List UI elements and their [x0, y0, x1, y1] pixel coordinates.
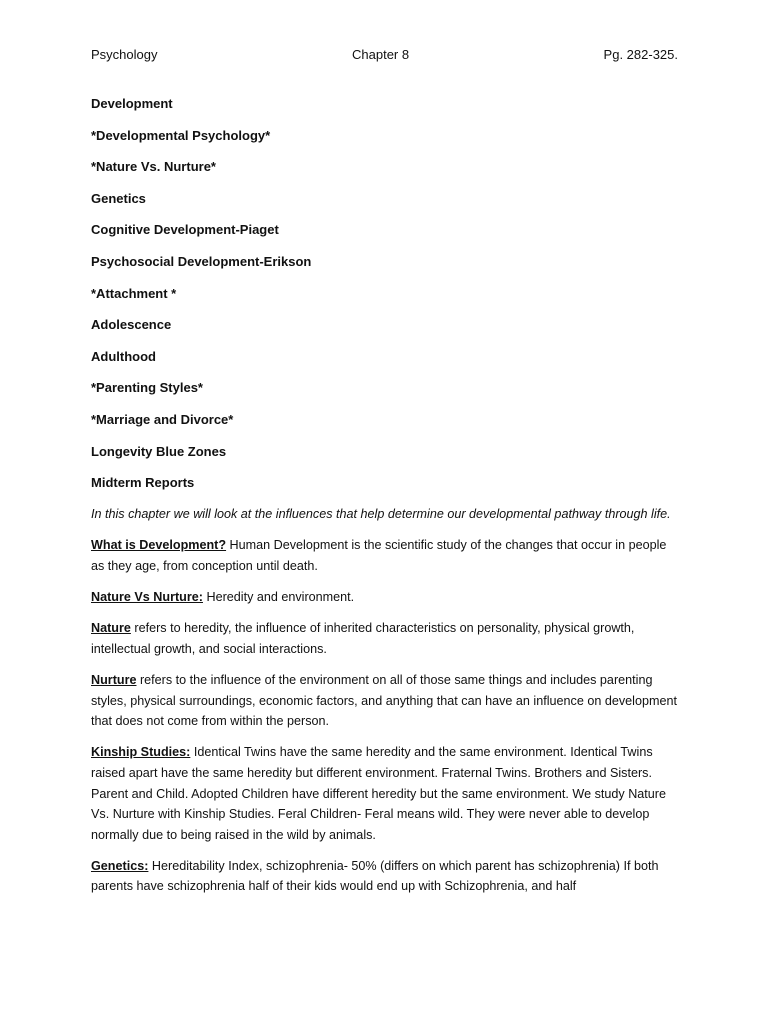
- document-page: [91, 0, 681, 1024]
- page-header: [91, 47, 681, 67]
- section-text: Human Development is the scientific study of the changes that occur in people as they age, from conception until death.: [91, 538, 667, 573]
- section-paragraph: [91, 742, 681, 845]
- topic-item: *Parenting Styles*: [91, 380, 203, 396]
- topic-item: Longevity Blue Zones: [91, 443, 227, 459]
- topic-item: *Nature Vs. Nurture*: [91, 159, 216, 175]
- section-text: refers to heredity, the influence of inherited characteristics on personality, physical growth, intellectual growth, and social interactions.: [91, 621, 635, 656]
- section-paragraph: [91, 670, 681, 732]
- topic-item: Midterm Reports: [91, 475, 195, 491]
- section-text: refers to the influence of the environment on all of those same things and includes parenting styles, physical surroundings, economic factors, and anything that can have an influence on development that does not come from within the person.: [91, 672, 677, 729]
- section-term: Genetics:: [91, 858, 149, 873]
- section-term: Nature: [91, 621, 131, 636]
- section-paragraph: [91, 587, 681, 608]
- topic-item: Genetics: [91, 190, 146, 206]
- topic-item: Adolescence: [91, 317, 172, 333]
- section-paragraph: [91, 856, 681, 897]
- topic-item: Adulthood: [91, 348, 156, 364]
- topic-item: *Marriage and Divorce*: [91, 411, 234, 427]
- topic-item: *Attachment *: [91, 285, 177, 301]
- topic-item: Development: [91, 96, 173, 111]
- header-subject: Psychology: [91, 47, 158, 62]
- section-term: Nurture: [91, 672, 137, 687]
- section-text: Hereditability Index, schizophrenia- 50% (differs on which parent has schizophrenia) If both parents have schizophrenia half of their kids would end up with Schizophrenia, and half: [91, 858, 659, 894]
- section-term: Nature Vs Nurture:: [91, 589, 203, 604]
- section-text: Identical Twins have the same heredity and the same environment. Identical Twins raised apart have the same heredity but different environment. Fraternal Twins. Brothers and Sisters. Parent and Child. Adopted Children have different heredity but the same environment. We study Nature Vs. Nurture with Kinship Studies. Feral Children- Feral means wild. They were never able to develop normally due to being raised in the wild by animals.: [91, 745, 666, 842]
- header-pages: Pg. 282-325.: [603, 47, 678, 62]
- header-chapter: Chapter 8: [352, 47, 410, 62]
- section-term: Kinship Studies:: [91, 745, 191, 760]
- topic-item: Psychosocial Development-Erikson: [91, 253, 312, 269]
- section-paragraph: [91, 535, 681, 576]
- section-term: What is Development?: [91, 538, 227, 553]
- section-paragraph: [91, 618, 681, 659]
- body-text: [91, 504, 681, 908]
- topic-item: Cognitive Development-Piaget: [91, 222, 279, 238]
- topic-list: [91, 94, 311, 505]
- intro-paragraph: In this chapter we will look at the influences that help determine our developmental pathway through life.: [91, 507, 671, 521]
- topic-item: *Developmental Psychology*: [91, 127, 271, 143]
- section-text: Heredity and environment.: [202, 589, 355, 604]
